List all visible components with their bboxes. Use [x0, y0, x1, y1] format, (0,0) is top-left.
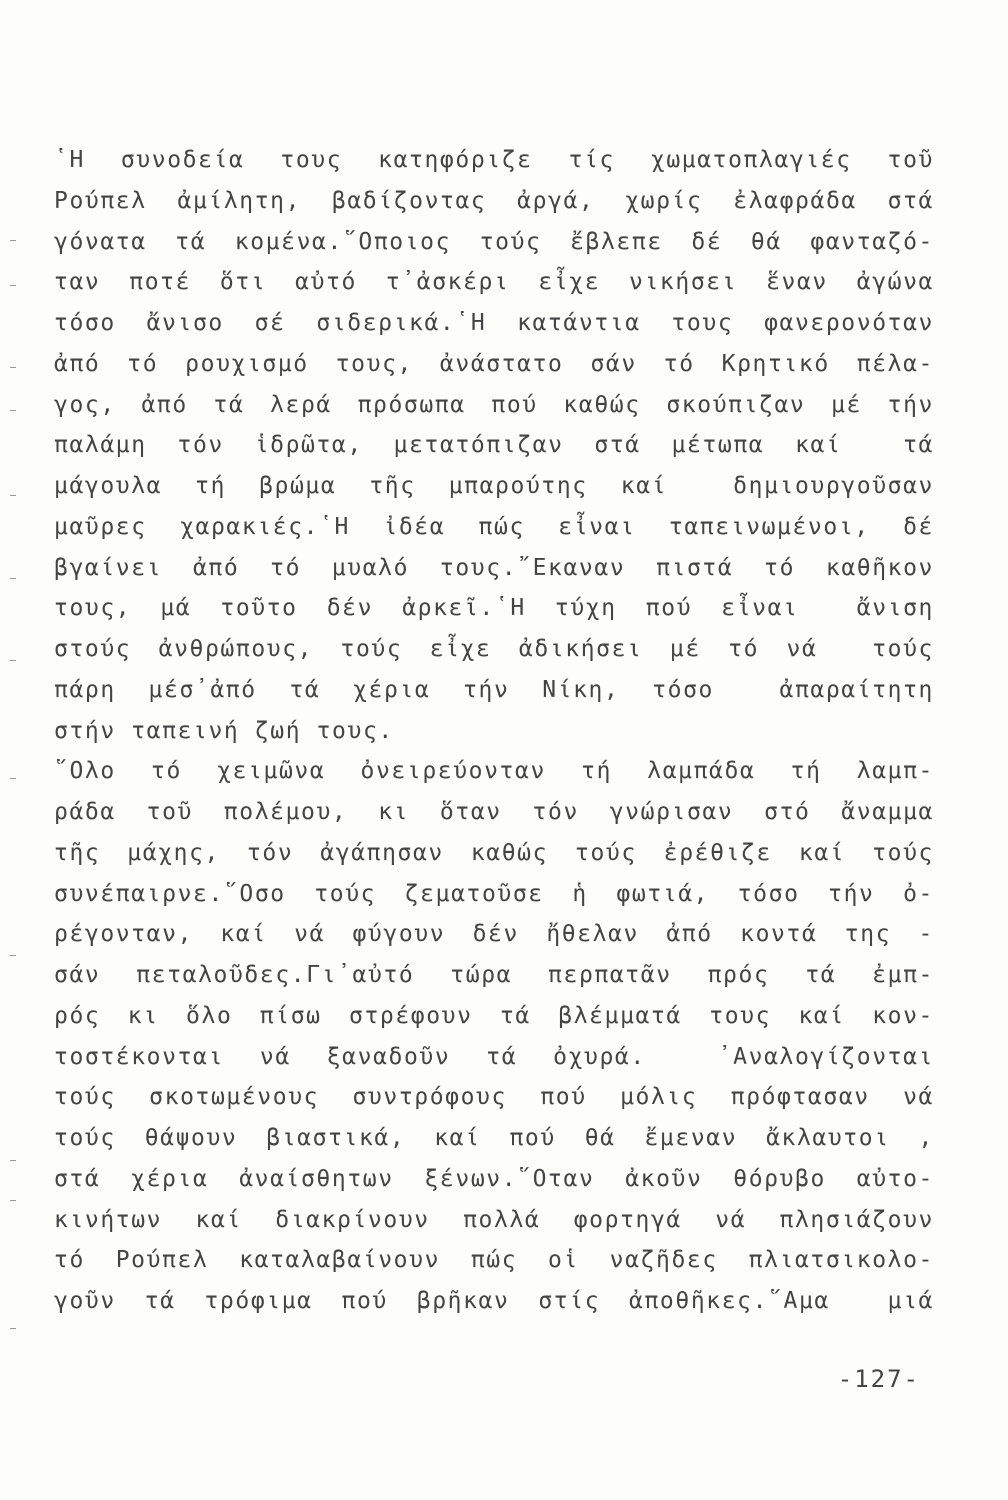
text-line: μάγουλα τή βρώμα τῆς μπαρούτης καί δημιουργοῦσαν: [54, 473, 934, 499]
text-line: τοστέκονται νά ξαναδοῦν τά ὀχυρά. ᾽Αναλογίζονται: [54, 1043, 934, 1070]
text-line: σάν πεταλοῦδες.Γι᾽αὐτό τώρα περπατᾶν πρός τά ἐμπ-: [54, 962, 934, 988]
text-line: γοῦν τά τρόφιμα πού βρῆκαν στίς ἀποθῆκες.῞Αμα μιά: [54, 1288, 934, 1314]
text-line: τούς σκοτωμένους συντρόφους πού μόλις πρόφτασαν νά: [54, 1084, 934, 1111]
margin-marks: [0, 0, 30, 1500]
page-number: -127-: [837, 1365, 920, 1393]
text-line: μαῦρες χαρακιές.῾Η ἰδέα πώς εἶναι ταπεινωμένοι, δέ: [54, 513, 934, 540]
text-line: τῆς μάχης, τόν ἀγάπησαν καθώς τούς ἐρέθιζε καί τούς: [54, 839, 934, 866]
margin-mark: [10, 660, 16, 661]
text-line: στά χέρια ἀναίσθητων ξένων.῞Οταν ἀκοῦν θόρυβο αὐτο-: [54, 1165, 934, 1192]
margin-mark: [10, 285, 16, 286]
margin-mark: [10, 578, 16, 579]
text-line: βγαίνει ἀπό τό μυαλό τους.῎Εκαναν πιστά τό καθῆκον: [54, 554, 934, 581]
text-line: γος, ἀπό τά λερά πρόσωπα πού καθώς σκούπιζαν μέ τήν: [54, 391, 934, 418]
text-line: ταν ποτέ ὅτι αὐτό τ᾽ἀσκέρι εἶχε νικήσει ἕναν ἀγώνα: [54, 269, 934, 296]
margin-mark: [10, 410, 16, 411]
margin-mark: [10, 240, 16, 241]
text-line: στούς ἀνθρώπους, τούς εἶχε ἀδικήσει μέ τό νά τούς: [54, 636, 934, 662]
margin-mark: [10, 955, 16, 956]
margin-mark: [10, 1328, 16, 1329]
text-line: κινήτων καί διακρίνουν πολλά φορτηγά νά πλησιάζουν: [54, 1206, 934, 1233]
text-line: πάρη μέσ᾽ἀπό τά χέρια τήν Νίκη, τόσο ἀπαραίτητη: [54, 676, 934, 703]
margin-mark: [10, 778, 16, 779]
text-line: ῾Η συνοδεία τους κατηφόριζε τίς χωματοπλαγιές τοῦ: [54, 147, 934, 173]
text-line: στήν ταπεινή ζωή τους.: [54, 717, 394, 744]
text-line: τόσο ἄνισο σέ σιδερικά.῾Η κατάντια τους φανερονόταν: [54, 310, 934, 336]
text-line: τό Ρούπελ καταλαβαίνουν πώς οἱ ναζῆδες πλιατσικολο-: [54, 1247, 934, 1274]
text-line: γόνατα τά κομένα.῞Οποιος τούς ἔβλεπε δέ θά φανταζό-: [54, 228, 934, 255]
text-line: ἀπό τό ρουχισμό τους, ἀνάστατο σάν τό Κρητικό πέλα-: [54, 350, 934, 377]
text-line: ρέγονταν, καί νά φύγουν δέν ἤθελαν ἀπό κοντά της -: [54, 921, 934, 948]
text-line: τους, μά τοῦτο δέν ἀρκεῖ.῾Η τύχη πού εἶναι ἄνιση: [54, 595, 934, 622]
margin-mark: [10, 1160, 16, 1161]
text-line: τούς θάψουν βιαστικά, καί πού θά ἔμεναν ἄκλαυτοι ,: [54, 1125, 934, 1151]
margin-mark: [10, 1200, 16, 1201]
text-line: ράδα τοῦ πολέμου, κι ὅταν τόν γνώρισαν στό ἄναμμα: [54, 799, 934, 825]
text-line: συνέπαιρνε.῞Οσο τούς ζεματοῦσε ἡ φωτιά, τόσο τήν ὀ-: [54, 880, 934, 907]
text-line: ρός κι ὅλο πίσω στρέφουν τά βλέμματά τους καί κον-: [54, 1002, 934, 1029]
text-line: Ρούπελ ἀμίλητη, βαδίζοντας ἀργά, χωρίς ἐλαφράδα στά: [54, 187, 934, 214]
margin-mark: [10, 367, 16, 368]
text-line: παλάμη τόν ἱδρῶτα, μετατόπιζαν στά μέτωπα καί τά: [54, 432, 934, 459]
body-text: [54, 140, 934, 1322]
margin-mark: [10, 495, 16, 496]
text-line: ῞Ολο τό χειμῶνα ὀνειρεύονταν τή λαμπάδα τή λαμπ-: [54, 758, 934, 785]
